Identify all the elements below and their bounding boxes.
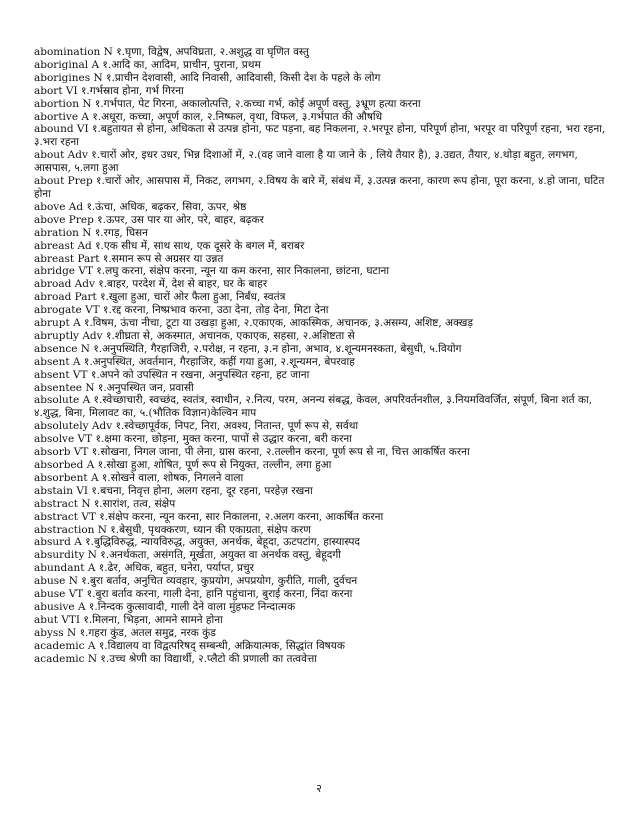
entry-definition: १.बुद्धिविरुद्ध, न्यायविरुद्ध, अयुक्त, अनर्थक, बेहूदा, ऊटपटांग, हास्यास्पद	[85, 536, 361, 549]
entry-part-of-speech: VT	[81, 510, 96, 523]
entry-definition: १.बाहर, परदेश में, देश से बाहर, घर के बाहर	[98, 278, 268, 291]
dictionary-entry	[34, 343, 610, 356]
entry-headword: absolutely	[34, 420, 89, 433]
entry-part-of-speech: N	[87, 549, 97, 562]
entry-headword: abroad	[34, 278, 72, 291]
dictionary-entry	[34, 240, 610, 253]
entry-definition: १.ढेर, अधिक, बहुत, घनेरा, पर्याप्त, प्रचुर	[98, 562, 254, 575]
entry-headword: absentee	[34, 381, 82, 394]
entry-part-of-speech: Prep	[68, 213, 94, 226]
entry-definition: १.शीघ्रता से, अकस्मात, अचानक, एकाएक, सहसा, २.अशिष्टता से	[105, 329, 355, 342]
entry-headword: abration	[34, 226, 79, 239]
entry-part-of-speech: Adv	[67, 149, 88, 162]
dictionary-entry	[34, 498, 610, 511]
dictionary-entry	[34, 253, 610, 266]
entry-definition: १.बचना, निवृत्त होना, अलग रहना, दूर रहना, परहेज़ रखना	[91, 484, 313, 497]
entry-part-of-speech: Adv	[74, 278, 95, 291]
dictionary-entry	[34, 394, 610, 420]
dictionary-entry	[34, 588, 610, 601]
entry-definition: १.सोखने वाला, शोषक, निगलने वाला	[101, 471, 244, 484]
entry-headword: absurd	[34, 536, 71, 549]
dictionary-entry	[34, 330, 610, 343]
dictionary-entry	[34, 549, 610, 562]
dictionary-entry	[34, 627, 610, 640]
dictionary-entry	[34, 420, 610, 433]
dictionary-entry	[34, 640, 610, 653]
entry-definition: १.संक्षेप करना, न्यून करना, सार निकालना, २.अलग करना, आकर्षित करना	[99, 510, 384, 523]
dictionary-entry	[34, 291, 610, 304]
entry-definition: १.मिलना, भिड़ना, आमने सामने होना	[83, 613, 223, 626]
entry-headword: absurdity	[34, 549, 85, 562]
entry-part-of-speech: A	[77, 600, 86, 613]
dictionary-entry	[34, 369, 610, 382]
entry-definition: १.गर्भस्राव होना, गर्भ गिरना	[80, 84, 184, 97]
entry-definition: १.बेसुधी, पृथक्करण, ध्यान की एकाग्रता, संक्षेप करण	[110, 523, 311, 536]
entry-part-of-speech: N	[103, 46, 113, 58]
entry-part-of-speech: A	[86, 459, 95, 471]
entry-definition: १.बहुतायत से होना, अधिकता से उत्पन्न होना, फट पड़ना, बह निकलना, २.भरपूर होना, परिपूर्ण होना, भरपूर वा परिपूर्ण रहना, भरा रहना, ३.भरा रहना	[34, 123, 606, 149]
entry-part-of-speech: Part	[77, 252, 100, 265]
entry-headword: abreast	[34, 252, 75, 265]
entry-part-of-speech: VI	[76, 484, 89, 497]
entry-part-of-speech: VI	[76, 123, 89, 136]
entry-headword: abort	[34, 84, 63, 97]
entry-definition: १.ऊंचा, अधिक, बढ़कर, सिवा, ऊपर, श्रेष्ठ	[86, 200, 247, 213]
entry-definition: १.अनुपस्थित, अवर्तमान, गैरहाजिर, कहीं गया हुआ, २.शून्यमन, बेपरवाह	[83, 355, 355, 368]
dictionary-entry	[34, 601, 610, 614]
entry-definition: १.सोखना, निगल जाना, पी लेना, ग्रास करना, २.तल्लीन करना, पूर्ण रूप से ना, चित्त आकर्षित करना	[91, 446, 470, 459]
entry-headword: absolute	[34, 394, 80, 407]
dictionary-entry	[34, 85, 610, 98]
dictionary-entry	[34, 433, 610, 446]
dictionary-entry	[34, 575, 610, 588]
dictionary-entry	[34, 72, 610, 85]
entry-headword: abstract	[34, 510, 78, 523]
entry-part-of-speech: N	[93, 71, 103, 84]
entry-headword: absence	[34, 342, 78, 355]
entry-headword: abrupt	[34, 317, 70, 330]
entry-part-of-speech: VI	[65, 84, 78, 97]
entry-part-of-speech: A	[74, 536, 82, 549]
dictionary-entry	[34, 214, 610, 227]
entry-headword: abuse	[34, 588, 66, 601]
entry-part-of-speech: N	[67, 626, 77, 639]
entry-part-of-speech: Ad	[77, 239, 92, 252]
entry-definition: १.खुला हुआ, चारों ओर फैला हुआ, निर्बंध, स्वतंत्र	[100, 291, 286, 304]
entry-part-of-speech: N	[85, 381, 95, 394]
entry-definition: १.बुरा बर्ताव, अनुचित व्यवहार, कुप्रयोग, अपप्रयोग, कुरीति, गाली, दुर्वचन	[81, 575, 358, 588]
dictionary-entry	[34, 98, 610, 111]
entry-headword: aboriginal	[34, 58, 89, 71]
page-number: २	[316, 782, 322, 795]
entry-part-of-speech: A	[81, 110, 89, 123]
entry-headword: aborigines	[34, 71, 91, 84]
entry-part-of-speech: N	[87, 652, 98, 665]
entry-headword: abruptly	[34, 329, 79, 342]
entry-headword: abomination	[34, 46, 101, 58]
entry-part-of-speech: N	[82, 97, 92, 110]
entry-headword: abstraction	[34, 523, 95, 536]
entry-definition: १.प्राचीन देशवासी, आदि निवासी, आदिवासी, किसी देश के पहले के लोग	[106, 71, 381, 84]
entry-definition: १.अनुपस्थिति, गैरहाजिरी, २.परोक्ष, न रहना, ३.न होना, अभाव, ४.शून्यमनस्कता, बेसुधी, ५.वियोग	[93, 342, 462, 355]
entry-definition: १.ऊपर, उस पार या ओर, परे, बाहर, बढ़कर	[97, 213, 264, 226]
entry-headword: abuse	[34, 575, 66, 588]
entry-definition: १.उच्च श्रेणी का विद्यार्थी, २.प्लैटो की प्रणाली का तत्ववेत्ता	[100, 652, 317, 665]
dictionary-entry	[34, 59, 610, 72]
entry-part-of-speech: A	[87, 562, 96, 575]
entry-part-of-speech: VT	[77, 433, 93, 446]
dictionary-entry	[34, 459, 610, 472]
entry-list	[34, 46, 610, 666]
dictionary-entry	[34, 111, 610, 124]
entry-headword: abusive	[34, 600, 75, 613]
entry-definition: १.गर्भपात, पेट गिरना, अकालोत्पत्ति, २.कच्चा गर्भ, कोई अपूर्ण वस्तु, ३भ्रूण हत्या करना	[94, 97, 421, 110]
entry-headword: abortion	[34, 97, 79, 110]
entry-headword: about	[34, 149, 65, 162]
dictionary-entry	[34, 46, 610, 59]
entry-definition: १.क्षमा करना, छोड़ना, मुक्त करना, पापों से उद्धार करना, बरी करना	[95, 433, 352, 446]
dictionary-entry	[34, 123, 610, 149]
dictionary-entry	[34, 524, 610, 537]
entry-part-of-speech: A	[72, 355, 81, 368]
entry-headword: about	[34, 175, 65, 188]
entry-headword: above	[34, 213, 66, 226]
entry-part-of-speech: N	[81, 497, 91, 510]
entry-definition: १.स्वेच्छापूर्वक, निपट, निरा, अवश्य, नितान्त, पूर्ण रूप से, सर्वथा	[115, 420, 359, 433]
entry-part-of-speech: VT	[85, 304, 100, 317]
entry-headword: abstract	[34, 497, 78, 510]
entry-part-of-speech: A	[91, 58, 100, 71]
entry-definition: १.अधूरा, कच्चा, अपूर्ण काल, २.निष्फल, वृथा, विफल, ३.गर्भपात की औषधि	[92, 110, 383, 123]
entry-part-of-speech: VT	[73, 446, 89, 459]
dictionary-entry	[34, 317, 610, 330]
dictionary-entry	[34, 653, 610, 666]
entry-headword: absolve	[34, 433, 75, 446]
entry-definition: १.रगड़, घिसन	[94, 226, 148, 239]
entry-definition: १.अपने को उपस्थित न रखना, अनुपस्थित रहना, हट जाना	[90, 368, 310, 381]
entry-headword: academic	[34, 652, 85, 665]
entry-headword: absent	[34, 368, 70, 381]
dictionary-entry	[34, 278, 610, 291]
dictionary-entry	[34, 472, 610, 485]
dictionary-entry	[34, 304, 610, 317]
entry-part-of-speech: VT	[72, 368, 88, 381]
dictionary-entry	[34, 149, 610, 175]
entry-part-of-speech: Adv	[91, 420, 113, 433]
dictionary-entry	[34, 485, 610, 498]
dictionary-entry	[34, 227, 610, 240]
dictionary-entry	[34, 511, 610, 524]
entry-part-of-speech: Adv	[82, 329, 103, 342]
entry-part-of-speech: VT	[78, 265, 93, 278]
entry-part-of-speech: Ad	[68, 200, 84, 213]
entry-headword: abstain	[34, 484, 73, 497]
entry-part-of-speech: A	[73, 317, 81, 330]
entry-headword: academic	[34, 639, 85, 652]
entry-headword: abortive	[34, 110, 79, 123]
entry-definition: १.स्वेच्छाचारी, स्वच्छंद, स्वतंत्र, स्वाधीन, २.नित्य, परम, अनन्य संबद्ध, केवल, अपरिवर्तनशील, ३.नियमविवर्जित, संपूर्ण, बिना शर्त का, ४.शुद्ध, बिना, मिलावट का, ५.(भौतिक विज्ञान)केल्विन माप	[34, 394, 593, 420]
entry-definition: १.निन्दक कुत्सावादी, गाली देने वाला मुंहफट निन्दात्मक	[88, 600, 296, 613]
entry-part-of-speech: A	[90, 471, 99, 484]
entry-definition: १.अनर्थकता, असंगति, मूर्खता, अयुक्त वा अनर्थक वस्तु, बेहूदगी	[100, 549, 342, 562]
entry-definition: १.आदि का, आदिम, प्राचीन, पुराना, प्रथम	[102, 58, 261, 71]
dictionary-entry	[34, 175, 610, 201]
entry-definition: १.अनुपस्थित जन, प्रवासी	[97, 381, 194, 394]
dictionary-entry	[34, 614, 610, 627]
entry-definition: १.चारों ओर, आसपास में, निकट, लगभग, २.विषय के बारे में, संबंध में, ३.उत्पन्न करना, कारण रूप होना, पूरा करना, ४.हो जाना, घटित होना	[34, 175, 605, 200]
entry-headword: abyss	[34, 626, 64, 639]
entry-headword: abreast	[34, 239, 75, 252]
entry-part-of-speech: A	[82, 394, 91, 407]
dictionary-entry	[34, 356, 610, 369]
entry-definition: १.लघु करना, संक्षेप करना, न्यून या कम करना, सार निकालना, छांटना, घटाना	[96, 265, 390, 278]
entry-part-of-speech: Prep	[67, 175, 93, 188]
entry-definition: १.सारांश, तत्व, संक्षेप	[93, 497, 176, 510]
entry-headword: absent	[34, 355, 70, 368]
entry-definition: १.विषम, ऊंचा नीचा, टूटा या उखड़ा हुआ, २.एकाएक, आकस्मिक, अचानक, ३.असम्य, अशिष्ट, अक्खड़	[84, 317, 473, 330]
entry-part-of-speech: VT	[68, 588, 84, 601]
entry-part-of-speech: Part	[74, 291, 97, 304]
entry-part-of-speech: N	[68, 575, 78, 588]
entry-part-of-speech: N	[82, 226, 92, 239]
dictionary-entry	[34, 562, 610, 575]
dictionary-entry	[34, 536, 610, 549]
entry-headword: absorb	[34, 446, 71, 459]
dictionary-entry	[34, 201, 610, 214]
entry-headword: abut	[34, 613, 58, 626]
entry-part-of-speech: A	[87, 639, 96, 652]
entry-definition: १.गहरा कुंड, अतल समुद्र, नरक कुंड	[79, 626, 216, 639]
entry-definition: १.बुरा बर्ताव करना, गाली देना, हानि पहुंचाना, बुराई करना, निंदा करना	[86, 588, 353, 601]
dictionary-entry	[34, 382, 610, 395]
entry-definition: १.घृणा, विद्वेष, अपविघ्रता, २.अशुद्ध वा घृणित वस्तु	[116, 46, 309, 58]
entry-definition: १.सोखा हुआ, शोषित, पूर्ण रूप से नियुक्त, तल्लीन, लगा हुआ	[97, 459, 332, 471]
dictionary-entry	[34, 265, 610, 278]
entry-headword: abound	[34, 123, 74, 136]
entry-headword: absorbent	[34, 471, 88, 484]
entry-headword: above	[34, 200, 66, 213]
entry-headword: absorbed	[34, 459, 84, 471]
dictionary-entry	[34, 446, 610, 459]
entry-headword: abrogate	[34, 304, 82, 317]
entry-part-of-speech: VTI	[61, 613, 81, 626]
entry-definition: १.एक सीध में, साथ साथ, एक दूसरे के बगल में, बराबर	[95, 239, 305, 252]
entry-headword: abundant	[34, 562, 85, 575]
entry-part-of-speech: N	[80, 342, 90, 355]
entry-definition: १.रद्द करना, निष्प्रभाव करना, उठा देना, तोड़ देना, मिटा देना	[103, 304, 329, 317]
entry-headword: abroad	[34, 291, 72, 304]
entry-definition: १.समान रूप से अग्रसर या उन्नत	[102, 252, 224, 265]
entry-definition: १.विद्यालय वा विद्वत्परिषद् सम्बन्धी, अक्रियात्मक, सिद्धांत विषयक	[98, 639, 345, 652]
entry-definition: १.चारों ओर, इधर उधर, भिन्न दिशाओं में, २.(वह जाने वाला है या जाने के , लिये तैयार है), ३.उद्यत, तैयार, ४.थोड़ा बहुत, लगभग, आसपास, ५.लगा हुआ	[34, 149, 578, 175]
entry-part-of-speech: N	[97, 523, 107, 536]
entry-headword: abridge	[34, 265, 76, 278]
